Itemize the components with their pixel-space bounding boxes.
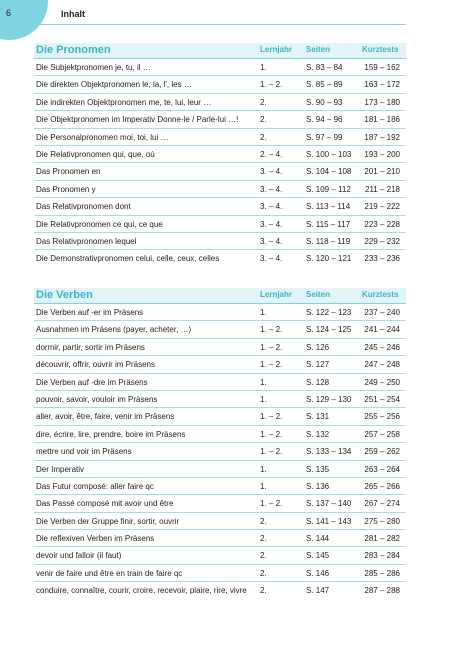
topic-cell: Die indirekten Objektpronomen me, te, lui, leur … <box>36 97 212 107</box>
lernjahr-cell: 2. – 4. <box>260 149 283 159</box>
topic-cell: Die Objektpronomen im Imperativ Donne-le / Parle-lui …! <box>36 115 239 125</box>
lernjahr-cell: 1. – 2. <box>260 429 283 439</box>
seiten-cell: S. 141 – 143 <box>306 516 352 526</box>
table-row <box>34 181 406 198</box>
lernjahr-cell: 1. <box>260 377 267 387</box>
table-row <box>34 146 406 163</box>
seiten-cell: S. 144 <box>306 534 330 544</box>
table-row <box>34 478 406 495</box>
table-row <box>34 443 406 460</box>
topic-cell: Die Verben auf -er im Präsens <box>36 308 144 317</box>
kurztests-cell: 259 – 262 <box>364 447 400 457</box>
kurztests-cell: 159 – 162 <box>364 63 400 72</box>
seiten-cell: S. 127 <box>306 360 330 370</box>
table-row <box>34 59 406 76</box>
kurztests-cell: 247 – 248 <box>364 360 400 370</box>
lernjahr-cell: 1. – 2. <box>260 412 283 422</box>
kurztests-cell: 241 – 244 <box>364 325 400 335</box>
seiten-cell: S. 136 <box>306 481 330 491</box>
kurztests-cell: 245 – 246 <box>364 342 400 352</box>
seiten-cell: S. 115 – 117 <box>306 219 351 229</box>
seiten-cell: S. 83 – 84 <box>306 63 343 72</box>
topic-cell: Das Pronomen en <box>36 167 101 177</box>
table-row <box>34 547 406 564</box>
topic-cell: dormir, partir, sortir im Präsens <box>36 342 145 352</box>
lernjahr-cell: 2. <box>260 516 267 526</box>
column-header-kurztests: Kurztests <box>362 45 399 54</box>
section-title: Die Verben <box>36 289 93 301</box>
topic-cell: dire, écrire, lire, prendre, boire im Präsens <box>36 429 186 439</box>
seiten-cell: S. 128 <box>306 377 330 387</box>
kurztests-cell: 187 – 192 <box>364 132 400 142</box>
kurztests-cell: 233 – 236 <box>364 254 400 264</box>
lernjahr-cell: 2. <box>260 568 267 578</box>
topic-cell: Das Pronomen y <box>36 184 96 194</box>
kurztests-cell: 219 – 222 <box>364 202 400 212</box>
lernjahr-cell: 3. – 4. <box>260 167 283 177</box>
seiten-cell: S. 90 – 93 <box>306 97 343 107</box>
lernjahr-cell: 1. <box>260 308 267 317</box>
kurztests-cell: 249 – 250 <box>364 377 400 387</box>
lernjahr-cell: 3. – 4. <box>260 202 283 212</box>
seiten-cell: S. 104 – 108 <box>306 167 352 177</box>
kurztests-cell: 223 – 228 <box>364 219 400 229</box>
table-row <box>34 198 406 215</box>
table-row <box>34 356 406 373</box>
seiten-cell: S. 137 – 140 <box>306 499 352 509</box>
lernjahr-cell: 2. <box>260 115 267 125</box>
lernjahr-cell: 1. <box>260 63 267 72</box>
lernjahr-cell: 1. – 2. <box>260 80 283 90</box>
header-rule <box>34 24 406 25</box>
topic-cell: venir de faire und être en train de faire qc <box>36 568 183 578</box>
topic-cell: Das Futur composé: aller faire qc <box>36 481 154 491</box>
kurztests-cell: 201 – 210 <box>364 167 400 177</box>
topic-cell: mettre und voir im Präsens <box>36 447 132 457</box>
lernjahr-cell: 1. <box>260 394 267 404</box>
topic-cell: Das Relativpronomen dont <box>36 202 131 212</box>
table-row <box>34 513 406 530</box>
topic-cell: découvrir, offrir, ouvrir im Präsens <box>36 360 156 370</box>
seiten-cell: S. 94 – 96 <box>306 115 343 125</box>
topic-cell: Das Relativpronomen lequel <box>36 236 137 246</box>
table-row <box>34 374 406 391</box>
lernjahr-cell: 1. – 2. <box>260 499 283 509</box>
seiten-cell: S. 135 <box>306 464 330 474</box>
lernjahr-cell: 2. <box>260 534 267 544</box>
seiten-cell: S. 126 <box>306 342 330 352</box>
seiten-cell: S. 122 – 123 <box>306 308 352 317</box>
seiten-cell: S. 113 – 114 <box>306 202 351 212</box>
lernjahr-cell: 1. – 2. <box>260 447 283 457</box>
kurztests-cell: 267 – 274 <box>364 499 400 509</box>
table-row <box>34 582 406 598</box>
seiten-cell: S. 131 <box>306 412 330 422</box>
table-row <box>34 76 406 93</box>
kurztests-cell: 255 – 256 <box>364 412 400 422</box>
lernjahr-cell: 3. – 4. <box>260 184 283 194</box>
topic-cell: Der Imperativ <box>36 464 85 474</box>
section-title: Die Pronomen <box>36 44 111 56</box>
lernjahr-cell: 2. <box>260 586 267 596</box>
kurztests-cell: 265 – 266 <box>364 481 400 491</box>
section-rows <box>34 304 406 599</box>
seiten-cell: S. 129 – 130 <box>306 394 352 404</box>
section-verben <box>34 288 406 599</box>
kurztests-cell: 275 – 280 <box>364 516 400 526</box>
topic-cell: Die Verben der Gruppe finir, sortir, ouvrir <box>36 516 180 526</box>
table-row <box>34 426 406 443</box>
seiten-cell: S. 109 – 112 <box>306 184 351 194</box>
kurztests-cell: 229 – 232 <box>364 236 400 246</box>
column-header-lernjahr: Lernjahr <box>260 290 293 299</box>
topic-cell: pouvoir, savoir, vouloir im Präsens <box>36 394 158 404</box>
kurztests-cell: 237 – 240 <box>364 308 400 317</box>
seiten-cell: S. 85 – 89 <box>306 80 343 90</box>
table-row <box>34 94 406 111</box>
seiten-cell: S. 133 – 134 <box>306 447 352 457</box>
table-row <box>34 111 406 128</box>
kurztests-cell: 181 – 186 <box>364 115 400 125</box>
topic-cell: Die Verben auf -dre im Präsens <box>36 377 148 387</box>
topic-cell: Die reflexiven Verben im Präsens <box>36 534 155 544</box>
topic-cell: Ausnahmen im Präsens (payer, acheter, …) <box>36 325 192 335</box>
topic-cell: Das Passé composé mit avoir und être <box>36 499 174 509</box>
kurztests-cell: 283 – 284 <box>364 551 400 561</box>
seiten-cell: S. 124 – 125 <box>306 325 352 335</box>
seiten-cell: S. 120 – 121 <box>306 254 352 264</box>
kurztests-cell: 173 – 180 <box>364 97 400 107</box>
table-row <box>34 495 406 512</box>
table-row <box>34 339 406 356</box>
lernjahr-cell: 1. – 2. <box>260 325 283 335</box>
table-row <box>34 304 406 321</box>
kurztests-cell: 163 – 172 <box>364 80 400 90</box>
kurztests-cell: 263 – 264 <box>364 464 400 474</box>
seiten-cell: S. 132 <box>306 429 330 439</box>
topic-cell: aller, avoir, être, faire, venir im Präsens <box>36 412 175 422</box>
kurztests-cell: 285 – 286 <box>364 568 400 578</box>
section-header <box>34 288 406 304</box>
topic-cell: devoir und falloir (il faut) <box>36 551 122 561</box>
kurztests-cell: 287 – 288 <box>364 586 400 596</box>
kurztests-cell: 251 – 254 <box>364 394 400 404</box>
kurztests-cell: 193 – 200 <box>364 149 400 159</box>
table-row <box>34 391 406 408</box>
seiten-cell: S. 147 <box>306 586 330 596</box>
kurztests-cell: 257 – 258 <box>364 429 400 439</box>
seiten-cell: S. 118 – 119 <box>306 236 351 246</box>
topic-cell: Die Relativpronomen qui, que, où <box>36 149 155 159</box>
table-row <box>34 163 406 180</box>
kurztests-cell: 281 – 282 <box>364 534 400 544</box>
section-header <box>34 43 406 59</box>
page-number-badge <box>0 0 48 40</box>
lernjahr-cell: 3. – 4. <box>260 236 283 246</box>
table-row <box>34 530 406 547</box>
seiten-cell: S. 146 <box>306 568 330 578</box>
topic-cell: Die Relativpronomen ce qui, ce que <box>36 219 163 229</box>
column-header-lernjahr: Lernjahr <box>260 45 293 54</box>
lernjahr-cell: 3. – 4. <box>260 219 283 229</box>
lernjahr-cell: 2. <box>260 97 267 107</box>
lernjahr-cell: 1. – 2. <box>260 342 283 352</box>
section-pronomen <box>34 43 406 267</box>
table-row <box>34 321 406 338</box>
lernjahr-cell: 3. – 4. <box>260 254 283 264</box>
topic-cell: Die Personalpronomen moi, toi, lui … <box>36 132 169 142</box>
lernjahr-cell: 2. <box>260 551 267 561</box>
seiten-cell: S. 97 – 99 <box>306 132 343 142</box>
table-row <box>34 461 406 478</box>
page-header-title: Inhalt <box>61 9 85 19</box>
topic-cell: Die direkten Objektpronomen le, la, l', les … <box>36 80 192 90</box>
topic-cell: conduire, connaître, courir, croire, recevoir, plaire, rire, vivre <box>36 586 247 596</box>
table-row <box>34 250 406 266</box>
table-row <box>34 129 406 146</box>
table-row <box>34 565 406 582</box>
lernjahr-cell: 2. <box>260 132 267 142</box>
table-row <box>34 216 406 233</box>
page-number: 6 <box>6 8 12 18</box>
topic-cell: Die Subjektpronomen je, tu, il … <box>36 63 151 72</box>
column-header-seiten: Seiten <box>306 45 331 54</box>
table-row <box>34 408 406 425</box>
kurztests-cell: 211 – 218 <box>365 184 400 194</box>
lernjahr-cell: 1. <box>260 481 267 491</box>
lernjahr-cell: 1. <box>260 464 267 474</box>
column-header-seiten: Seiten <box>306 290 331 299</box>
seiten-cell: S. 100 – 103 <box>306 149 352 159</box>
topic-cell: Die Demonstrativpronomen celui, celle, ceux, celles <box>36 254 220 264</box>
section-rows <box>34 59 406 267</box>
column-header-kurztests: Kurztests <box>362 290 399 299</box>
lernjahr-cell: 1. – 2. <box>260 360 283 370</box>
seiten-cell: S. 145 <box>306 551 330 561</box>
table-row <box>34 233 406 250</box>
